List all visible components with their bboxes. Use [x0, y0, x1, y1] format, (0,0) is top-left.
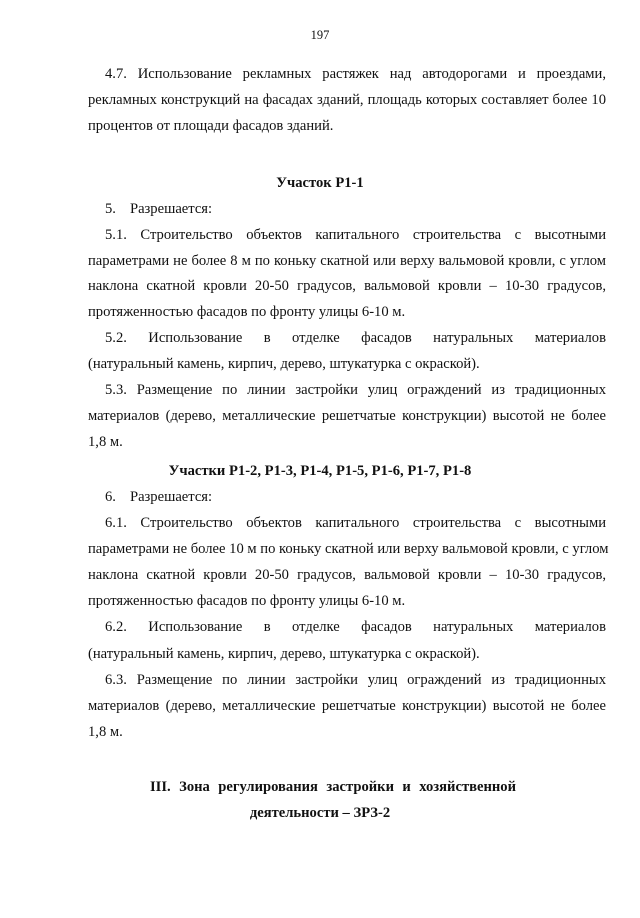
paragraph-5-1-line: наклона скатной кровли 20-50 градусов, вальмовой кровли – 10-30 градусов,: [88, 278, 606, 294]
paragraph-6-1-line: протяженностью фасадов по фронту улицы 6-10 м.: [88, 593, 406, 609]
item-5-number: 5.: [105, 201, 116, 217]
paragraph-6-3-line: 1,8 м.: [88, 724, 123, 740]
item-5-text: Разрешается:: [129, 201, 213, 217]
paragraph-6-1-line: 6.1. Строительство объектов капитального строительства с высотными: [105, 515, 606, 531]
paragraph-6-1-line: наклона скатной кровли 20-50 градусов, вальмовой кровли – 10-30 градусов,: [88, 567, 606, 583]
paragraph-5-3-line: материалов (дерево, металлические решетчатые конструкции) высотой не более: [88, 408, 606, 424]
paragraph-6-3-line: 6.3. Размещение по линии застройки улиц ограждений из традиционных: [105, 672, 606, 688]
paragraph-5-2-line: 5.2. Использование в отделке фасадов натуральных материалов: [105, 330, 606, 346]
paragraph-6-2-line: 6.2. Использование в отделке фасадов натуральных материалов: [105, 619, 606, 635]
heading-p1-2-to-p1-8: Участки Р1-2, Р1-3, Р1-4, Р1-5, Р1-6, Р1-7, Р1-8: [168, 463, 472, 479]
heading-p1-1: Участок Р1-1: [276, 175, 364, 191]
item-6: [105, 488, 606, 506]
paragraph-4-7-line: процентов от площади фасадов зданий.: [88, 118, 334, 134]
paragraph-5-3-line: 5.3. Размещение по линии застройки улиц ограждений из традиционных: [105, 382, 606, 398]
paragraph-5-1-line: протяженностью фасадов по фронту улицы 6-10 м.: [88, 304, 406, 320]
section-iii-heading-continued: деятельности – ЗРЗ-2: [249, 805, 391, 821]
paragraph-5-1-line: 5.1. Строительство объектов капитального строительства с высотными: [105, 227, 606, 243]
paragraph-4-7-line: 4.7. Использование рекламных растяжек над автодорогами и проездами,: [105, 66, 606, 82]
page-number: 197: [310, 28, 330, 42]
section-iii-heading: III. Зона регулирования застройки и хозяйственной: [150, 779, 516, 795]
paragraph-6-2-line: (натуральный камень, кирпич, дерево, штукатурка с окраской).: [88, 646, 480, 662]
paragraph-6-1-line: параметрами не более 10 м по коньку скатной или верху вальмовой кровли, с углом: [88, 541, 609, 557]
paragraph-5-3-line: 1,8 м.: [88, 434, 123, 450]
paragraph-4-7-line: рекламных конструкций на фасадах зданий, площадь которых составляет более 10: [88, 92, 606, 108]
item-5: [105, 200, 606, 218]
paragraph-5-1-line: параметрами не более 8 м по коньку скатной или верху вальмовой кровли, с углом: [88, 253, 606, 269]
paragraph-5-2-line: (натуральный камень, кирпич, дерево, штукатурка с окраской).: [88, 356, 480, 372]
paragraph-6-3-line: материалов (дерево, металлические решетчатые конструкции) высотой не более: [88, 698, 606, 714]
item-6-number: 6.: [105, 489, 116, 505]
item-6-text: Разрешается:: [129, 489, 213, 505]
